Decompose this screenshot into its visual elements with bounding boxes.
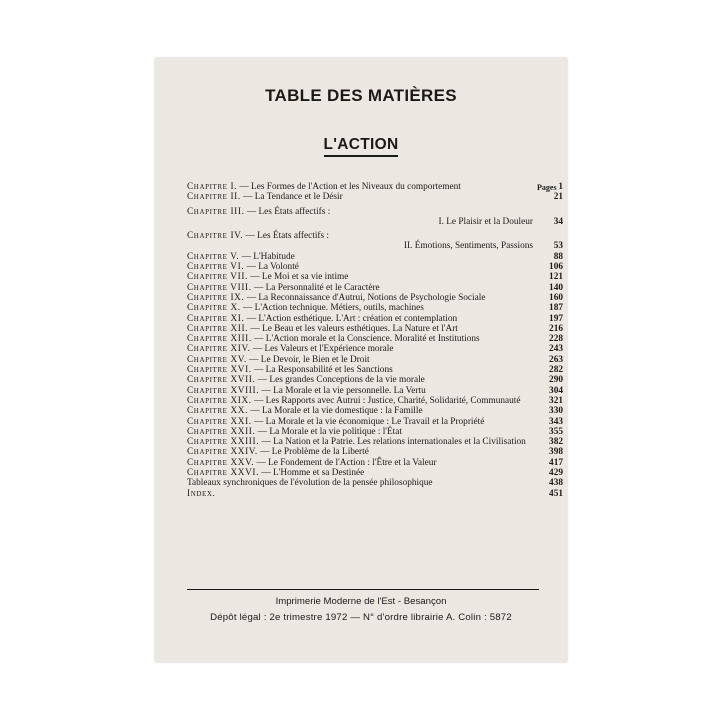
toc-chapter-title: — La Morale et la vie personnelle. La Vertu <box>261 385 426 396</box>
toc-page-number: 106 <box>549 262 563 273</box>
toc-entry <box>187 468 563 478</box>
toc-entry <box>187 182 563 192</box>
toc-entry <box>187 417 563 427</box>
toc-entry-text <box>187 252 539 262</box>
toc-page-number: 398 <box>549 447 563 458</box>
toc-entry-text <box>187 417 539 427</box>
toc-entry-text <box>187 192 539 202</box>
toc-chapter-label: Chapitre XI. <box>187 313 245 324</box>
toc-chapter-label: Chapitre XIII. <box>187 334 252 345</box>
toc-page-number: 53 <box>553 241 563 252</box>
toc-chapter-title: — Le Moi et sa vie intime <box>250 272 349 283</box>
toc-chapter-title: — Les grandes Conceptions de la vie morale <box>257 375 425 386</box>
toc-entry-text <box>187 324 539 334</box>
toc-page-number: 88 <box>553 251 563 262</box>
toc-entry-text <box>187 447 539 457</box>
toc-page-number: 321 <box>549 395 563 406</box>
toc-chapter-title: — La Personnalité et le Caractère <box>253 282 380 293</box>
toc-entry-text <box>187 355 539 365</box>
toc-chapter-title: — La Nation et la Patrie. Les relations internationales et la Civilisation <box>261 437 526 448</box>
pages-column-label: Pages <box>537 183 557 192</box>
toc-chapter-label: Chapitre I. <box>187 182 238 192</box>
toc-entry-text <box>187 303 539 313</box>
toc-chapter-label: Chapitre XII. <box>187 323 249 334</box>
toc-entry-text <box>187 182 539 192</box>
toc-page-number: 197 <box>549 313 563 324</box>
toc-entry-text <box>187 231 539 241</box>
toc-entry-text <box>187 334 539 344</box>
toc-entry <box>187 324 563 334</box>
toc-entry-text <box>187 468 539 478</box>
toc-chapter-label: Chapitre XIV. <box>187 344 251 355</box>
toc-page-number: 216 <box>549 323 563 334</box>
toc-page-number: 343 <box>549 416 563 427</box>
toc-chapter-label: Chapitre VIII. <box>187 282 252 293</box>
toc-chapter-title: — La Tendance et le Désir <box>243 192 343 203</box>
toc-entry <box>187 283 563 293</box>
toc-entry <box>187 447 563 457</box>
toc-entry-text <box>187 272 539 282</box>
printer-imprint: Imprimerie Moderne de l'Est - Besançon <box>275 596 447 607</box>
toc-chapter-label: Chapitre VII. <box>187 272 248 283</box>
toc-chapter-title: — L'Action esthétique. L'Art : création et contemplation <box>246 313 458 324</box>
toc-subentry-text: I. Le Plaisir et la Douleur <box>438 216 533 227</box>
toc-chapter-label: Chapitre XXIII. <box>187 437 260 448</box>
toc-page-number: 429 <box>549 468 563 479</box>
toc-entry-text <box>187 396 539 406</box>
toc-chapter-title: — Le Devoir, le Bien et le Droit <box>249 354 370 365</box>
toc-chapter-title: — Le Problème de la Liberté <box>260 447 369 458</box>
toc-entry <box>187 458 563 468</box>
toc-entry-text <box>187 365 539 375</box>
toc-chapter-title: — Les Rapports avec Autrui : Justice, Charité, Solidarité, Communauté <box>254 395 521 406</box>
toc-entry-text <box>187 293 539 303</box>
toc-entry-text <box>187 207 539 217</box>
toc-chapter-title: — La Morale et la vie économique : Le Travail et la Propriété <box>254 416 485 427</box>
toc-chapter-label: Chapitre XVIII. <box>187 385 260 396</box>
divider <box>187 589 539 590</box>
toc-chapter-label: Chapitre IV. <box>187 231 244 242</box>
toc-page-number: 228 <box>549 334 563 345</box>
toc-entry <box>187 192 563 202</box>
toc-chapter-title: — Les Valeurs et l'Expérience morale <box>252 344 394 355</box>
toc-chapter-label: Chapitre XX. <box>187 406 249 417</box>
toc-entry <box>187 252 563 262</box>
toc-chapter-title: — L'Action morale et la Conscience. Moralité et Institutions <box>254 334 480 345</box>
toc-chapter-label: Chapitre XXV. <box>187 457 255 468</box>
toc-entry-text <box>187 478 539 488</box>
toc-chapter-label: Chapitre XXVI. <box>187 468 260 479</box>
toc-entry <box>187 489 563 499</box>
toc-page-number: 355 <box>549 426 563 437</box>
toc-subentry-text: II. Émotions, Sentiments, Passions <box>403 241 533 252</box>
toc-chapter-title: — Les Formes de l'Action et les Niveaux du comportement <box>239 182 461 192</box>
toc-entry <box>187 334 563 344</box>
toc-entry-text <box>187 314 539 324</box>
toc-entry <box>187 375 563 385</box>
toc-page-number: 438 <box>549 478 563 489</box>
toc-entry <box>187 406 563 416</box>
toc-chapter-title: — L'Habitude <box>241 251 295 262</box>
toc-chapter-title: — La Morale et la vie politique : l'État <box>257 426 402 437</box>
toc-entry-text <box>187 489 539 499</box>
toc-entry-text <box>187 375 539 385</box>
toc-entry <box>187 262 563 272</box>
toc-page-number: 304 <box>549 385 563 396</box>
toc-page-number: 243 <box>549 344 563 355</box>
toc-chapter-title: — La Morale et la vie domestique : la Famille <box>250 406 423 417</box>
toc-chapter-title: — La Reconnaissance d'Autrui, Notions de Psychologie Sociale <box>246 292 486 303</box>
toc-entry <box>187 365 563 375</box>
toc-chapter-label: Chapitre XV. <box>187 354 247 365</box>
toc-page-number: 140 <box>549 282 563 293</box>
toc-page-number: 34 <box>553 216 563 227</box>
toc-page-number: 290 <box>549 375 563 386</box>
toc-page-number: 382 <box>549 437 563 448</box>
toc-entry <box>187 427 563 437</box>
toc-entry-text <box>187 262 539 272</box>
toc-chapter-title: — Les États affectifs : <box>246 206 331 217</box>
toc-page-number: 160 <box>549 292 563 303</box>
toc-chapter-label: Chapitre XVII. <box>187 375 256 386</box>
toc-chapter-title: — Le Fondement de l'Action : l'Être et la Valeur <box>256 457 437 468</box>
toc-chapter-label: Chapitre VI. <box>187 262 245 273</box>
toc-chapter-label: Chapitre V. <box>187 251 240 262</box>
toc-entry-text <box>187 386 539 396</box>
page-title: TABLE DES MATIÈRES <box>265 86 457 105</box>
toc-page-number: 417 <box>549 457 563 468</box>
toc-entry <box>187 386 563 396</box>
toc-chapter-label: Chapitre III. <box>187 206 245 217</box>
toc-entry-text <box>187 427 539 437</box>
toc-chapter-title: — La Responsabilité et les Sanctions <box>254 365 393 376</box>
toc-chapter-label: Chapitre XVI. <box>187 365 252 376</box>
toc-page-number: 451 <box>549 488 563 499</box>
toc-chapter-label: Chapitre XXI. <box>187 416 252 427</box>
toc-page-number: 330 <box>549 406 563 417</box>
toc-entry <box>187 207 563 217</box>
toc-entry-text <box>187 437 539 447</box>
toc-page-number: 263 <box>549 354 563 365</box>
toc-chapter-label: Chapitre IX. <box>187 292 245 303</box>
toc-entry <box>187 344 563 354</box>
toc-page-number: 187 <box>549 303 563 314</box>
toc-entry <box>187 355 563 365</box>
toc-page-number: 21 <box>553 192 563 203</box>
toc-page-number: 1 <box>558 182 563 192</box>
toc-chapter-title: — La Volonté <box>246 262 299 273</box>
toc-chapter-title: — L'Action technique. Métiers, outils, machines <box>243 303 424 314</box>
legal-deposit-line: Dépôt légal : 2e trimestre 1972 — N° d'ordre librairie A. Colin : 5872 <box>210 612 512 623</box>
toc-chapter-title: — Le Beau et les valeurs esthétiques. La Nature et l'Art <box>250 323 458 334</box>
toc-entry-text <box>187 344 539 354</box>
toc-entry <box>187 303 563 313</box>
toc-entry <box>187 293 563 303</box>
toc-entry <box>187 437 563 447</box>
section-title <box>155 136 567 157</box>
toc-entry-text <box>187 283 539 293</box>
toc-chapter-title: — L'Homme et sa Destinée <box>261 468 365 479</box>
toc-entry <box>187 272 563 282</box>
section-title-text: L'ACTION <box>324 136 399 157</box>
toc-chapter-label: Index. <box>187 488 216 499</box>
book-page <box>155 58 567 662</box>
toc-entry-text <box>187 406 539 416</box>
toc-entry <box>187 478 563 488</box>
toc-page-number: 282 <box>549 365 563 376</box>
toc-chapter-label: Chapitre XIX. <box>187 395 252 406</box>
toc-chapter-title: Tableaux synchroniques de l'évolution de la pensée philosophique <box>187 478 433 489</box>
toc-chapter-label: Chapitre XXII. <box>187 426 256 437</box>
toc-chapter-label: Chapitre II. <box>187 192 241 203</box>
toc-entry <box>187 231 563 241</box>
toc-page-number: 121 <box>549 272 563 283</box>
toc-entry <box>187 314 563 324</box>
toc-chapter-label: Chapitre X. <box>187 303 241 314</box>
toc-chapter-title: — Les États affectifs : <box>245 231 330 242</box>
toc-entry-text <box>187 458 539 468</box>
toc-entry <box>187 396 563 406</box>
toc-subentry <box>187 241 563 251</box>
toc-chapter-label: Chapitre XXIV. <box>187 447 258 458</box>
toc-subentry <box>187 217 563 227</box>
table-of-contents <box>187 182 563 499</box>
